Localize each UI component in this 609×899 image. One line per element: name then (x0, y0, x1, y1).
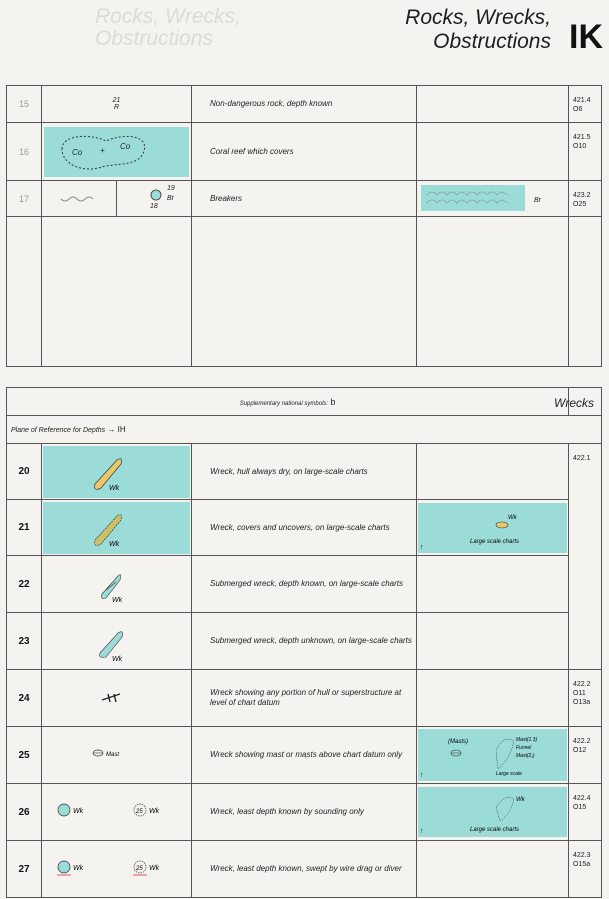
wreck-dry-symbol (43, 446, 190, 498)
alt-wreck-symbol (418, 503, 567, 553)
table-row (7, 444, 602, 500)
row-number: 16 (7, 123, 42, 181)
table-row (7, 181, 602, 217)
svg-text:Wk: Wk (109, 540, 120, 548)
description: Non-dangerous rock, depth known (192, 86, 417, 123)
description: Submerged wreck, depth known, on large-scale charts (192, 556, 417, 613)
svg-text:Co: Co (72, 147, 83, 157)
table-row (7, 727, 602, 784)
symbol-cell (42, 123, 192, 181)
table-row (7, 500, 602, 556)
supplementary-label: Supplementary national symbols: (239, 400, 329, 407)
description: Wreck, least depth known by sounding only (192, 784, 417, 841)
alt-label: Br (534, 197, 541, 204)
reference: 422.2 O12 (569, 727, 602, 784)
description: Wreck showing mast or masts above chart datum only (192, 727, 417, 784)
wrecks-table (6, 387, 601, 898)
description: Submerged wreck, depth unknown, on large-scale charts (192, 613, 417, 670)
svg-text:Wk: Wk (109, 484, 120, 492)
row-number: 23 (7, 613, 42, 670)
row-number: 15 (7, 86, 42, 123)
reference: 423.2 O25 (569, 181, 602, 217)
rocks-table (6, 85, 601, 367)
description: Wreck, least depth known, swept by wire drag or diver (192, 841, 417, 898)
table-row (7, 217, 602, 367)
page-title (405, 6, 551, 54)
breaker-depth: 19 (167, 185, 175, 192)
row-number: 27 (7, 841, 42, 898)
coral-reef-symbol (44, 127, 189, 177)
row-number: 24 (7, 670, 42, 727)
wreck-sounding-symbol (42, 784, 192, 841)
svg-text:Wk: Wk (73, 808, 84, 815)
reference: 422.2 O11 O13a (569, 670, 602, 727)
reference: 422.4 O15 (569, 784, 602, 841)
supplementary-letter: b (330, 396, 336, 407)
row-number: 17 (7, 181, 42, 217)
svg-text:Wk: Wk (149, 865, 160, 872)
wreck-swept-symbol (42, 841, 192, 898)
plane-row (7, 416, 602, 444)
alt-sounding-symbol (418, 787, 567, 837)
breaker-depth-2: 18 (150, 203, 158, 210)
reference: 422.1 (569, 444, 602, 670)
wreck-mast-symbol (42, 727, 192, 784)
breaker-icon (59, 193, 99, 205)
svg-text:Large scale charts: Large scale charts (470, 827, 520, 833)
svg-text:↑: ↑ (420, 543, 424, 551)
section-header-row (7, 388, 602, 416)
description: Breakers (192, 181, 417, 217)
alt-mast-symbol (418, 729, 567, 781)
table-row (7, 841, 602, 898)
title-line-2: Obstructions (433, 30, 551, 53)
svg-text:(Masts): (Masts) (448, 739, 468, 745)
table-row (7, 556, 602, 613)
sounding-circle-icon (150, 189, 162, 201)
alt-symbol-cell (417, 181, 569, 217)
svg-text:Wk: Wk (508, 514, 517, 521)
svg-text:Funnel: Funnel (516, 745, 532, 751)
table-row (7, 784, 602, 841)
svg-text:Mast(1.3): Mast(1.3) (516, 737, 538, 743)
svg-text:+: + (100, 145, 105, 155)
table-row (7, 86, 602, 123)
svg-text:25: 25 (136, 809, 143, 815)
wreck-submerged-symbol (42, 556, 192, 613)
ghost-line-2: Obstructions (95, 27, 213, 50)
symbol-cell (42, 86, 192, 123)
alt-symbol-cell (417, 86, 569, 123)
svg-text:↑: ↑ (420, 772, 424, 779)
breakers-area-icon (421, 185, 525, 211)
breaker-label: Br (167, 195, 174, 202)
svg-text:25: 25 (136, 866, 143, 872)
row-number: 26 (7, 784, 42, 841)
svg-text:Large scale: Large scale (496, 771, 522, 777)
svg-text:Mast(2₁): Mast(2₁) (516, 753, 535, 759)
table-row (7, 670, 602, 727)
description: Wreck, hull always dry, on large-scale charts (192, 444, 417, 500)
svg-text:Large scale charts: Large scale charts (470, 538, 520, 545)
plane-label: Plane of Reference for Depths (11, 427, 106, 434)
table-row (7, 613, 602, 670)
svg-text:Wk: Wk (149, 808, 160, 815)
symbol-cell (42, 181, 192, 217)
svg-text:Mast: Mast (106, 752, 120, 758)
wreck-datum-symbol (42, 670, 192, 727)
svg-text:Wk: Wk (112, 597, 123, 604)
title-line-1: Rocks, Wrecks, (405, 6, 551, 29)
row-number: 25 (7, 727, 42, 784)
description: Wreck, covers and uncovers, on large-scale charts (192, 500, 417, 556)
wreck-unknown-symbol (42, 613, 192, 670)
section-title: Wrecks (554, 396, 595, 410)
reference: 422.3 O15a (569, 841, 602, 898)
plane-ref: → IH (107, 425, 126, 434)
description: Wreck showing any portion of hull or superstructure at level of chart datum (192, 670, 417, 727)
ghost-title (95, 6, 241, 50)
depth-figure: 21 (112, 97, 121, 104)
coral-outline-icon (44, 127, 190, 177)
alt-symbol-cell (417, 123, 569, 181)
row-number: 20 (7, 444, 42, 500)
ghost-line-1: Rocks, Wrecks, (95, 5, 241, 28)
wreck-covers-symbol (43, 502, 190, 554)
rock-letter: R (113, 104, 120, 111)
svg-text:Wk: Wk (112, 656, 123, 663)
row-number: 21 (7, 500, 42, 556)
svg-text:Wk: Wk (516, 797, 525, 803)
svg-text:↑: ↑ (420, 828, 424, 835)
svg-text:Co: Co (120, 141, 131, 151)
reference: 421.5 O10 (569, 123, 602, 181)
row-number: 22 (7, 556, 42, 613)
description: Coral reef which covers (192, 123, 417, 181)
table-row (7, 123, 602, 181)
reference: 421.4 O6 (569, 86, 602, 123)
section-code: IK (569, 18, 603, 56)
svg-text:Wk: Wk (73, 865, 84, 872)
